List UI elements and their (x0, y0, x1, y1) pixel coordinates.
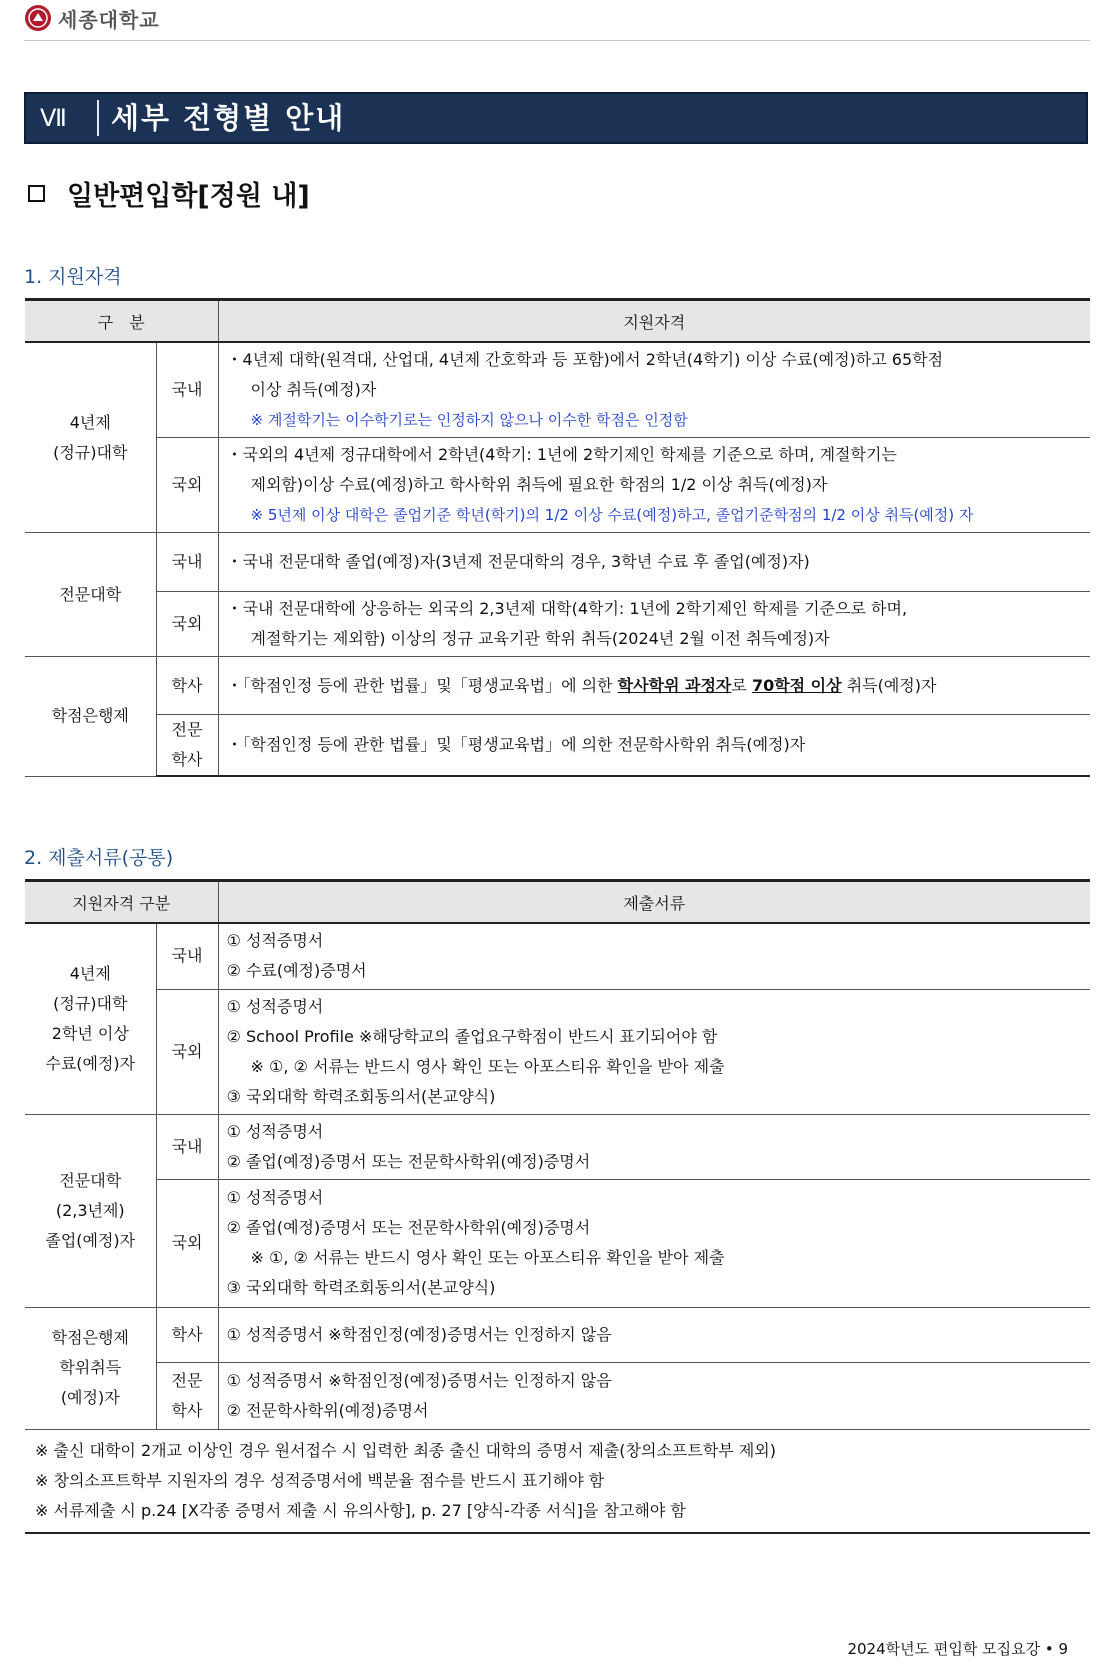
row-sub-label: 국외 (156, 1179, 218, 1307)
qual-note: ※ 5년제 이상 대학은 졸업기준 학년(학기)의 1/2 이상 수료(예정)하고, 졸업기준학점의 1/2 이상 취득(예정) 자 (250, 506, 974, 524)
group-4yr-univ: 4년제 (정규)대학 (25, 342, 156, 533)
documents-cell (218, 989, 1090, 1114)
table-row (25, 1362, 1090, 1429)
qualification-table (25, 298, 1090, 777)
table-row (25, 923, 1090, 989)
group-credit-bank: 학점은행제 학위취득 (예정)자 (25, 1307, 156, 1429)
row-sub-label: 전문 학사 (156, 1362, 218, 1429)
table-row (25, 657, 1090, 715)
subtitle-text: 일반편입학[정원 내] (67, 181, 310, 212)
doc-line: ※ ①, ② 서류는 반드시 영사 확인 또는 아포스티유 확인을 받아 제출 (250, 1056, 725, 1076)
row-sub-label: 국내 (156, 1114, 218, 1179)
row-sub-label: 국내 (156, 533, 218, 592)
documents-cell (218, 1362, 1090, 1429)
table-row (25, 715, 1090, 777)
row-sub-label: 국외 (156, 989, 218, 1114)
table-row (25, 592, 1090, 657)
doc-line: ① 성적증명서 (226, 996, 324, 1016)
qualification-cell (218, 592, 1090, 657)
row-sub-label: 국내 (156, 342, 218, 438)
qual-emphasis: 학사학위 과정자 (617, 675, 732, 695)
qual-line: ・4년제 대학(원격대, 산업대, 4년제 간호학과 등 포함)에서 2학년(4학기) 이상 수료(예정)하고 65학점 (226, 350, 944, 369)
documents-table (25, 879, 1090, 1534)
footnote: ※ 창의소프트학부 지원자의 경우 성적증명서에 백분율 점수를 반드시 표기해야 함 (35, 1470, 605, 1490)
table-row (25, 1179, 1090, 1307)
group-credit-bank: 학점은행제 (25, 657, 156, 777)
qual-text: 취득(예정)자 (841, 675, 937, 695)
header-rule (24, 40, 1090, 41)
doc-line: ③ 국외대학 학력조회동의서(본교양식) (226, 1086, 496, 1106)
table-row (25, 533, 1090, 592)
row-sub-label: 국외 (156, 592, 218, 657)
doc-line: ※ ①, ② 서류는 반드시 영사 확인 또는 아포스티유 확인을 받아 제출 (250, 1248, 725, 1267)
table-row (25, 1429, 1090, 1533)
group-college: 전문대학 (25, 533, 156, 657)
doc-line: ② 졸업(예정)증명서 또는 전문학사학위(예정)증명서 (226, 1218, 591, 1237)
university-logo (24, 2, 160, 34)
documents-cell (218, 1114, 1090, 1179)
table-header-category: 구 분 (25, 300, 218, 343)
doc-line: ③ 국외대학 학력조회동의서(본교양식) (226, 1278, 496, 1297)
qual-emphasis: 70학점 이상 (751, 675, 842, 695)
footnote: ※ 출신 대학이 2개교 이상인 경우 원서접수 시 입력한 최종 출신 대학의 증명서 제출(창의소프트학부 제외) (35, 1440, 776, 1460)
university-emblem-icon (24, 4, 52, 32)
row-sub-label: 학사 (156, 1307, 218, 1362)
doc-line: ② 수료(예정)증명서 (226, 961, 367, 981)
row-sub-label: 국내 (156, 923, 218, 989)
row-sub-label: 국외 (156, 438, 218, 533)
qual-text: 로 (731, 675, 752, 695)
qualification-cell (218, 438, 1090, 533)
square-bullet-icon (28, 185, 45, 202)
doc-line: ② 전문학사학위(예정)증명서 (226, 1400, 429, 1420)
qualification-cell: ・국내 전문대학 졸업(예정)자(3년제 전문대학의 경우, 3학년 수료 후 졸업(예정)자) (218, 533, 1090, 592)
table-header-qualification: 지원자격 (218, 300, 1090, 343)
qualification-cell (218, 342, 1090, 438)
qual-text: ・「학점인정 등에 관한 법률」및「평생교육법」에 의한 (226, 675, 618, 695)
page-subtitle (24, 174, 310, 213)
section-heading-documents: 2. 제출서류(공통) (24, 847, 174, 869)
table-header-documents: 제출서류 (218, 881, 1090, 924)
doc-line: ① 성적증명서 (226, 1121, 324, 1141)
table-row (25, 1307, 1090, 1362)
doc-line: ① 성적증명서 ※학점인정(예정)증명서는 인정하지 않음 (226, 1370, 612, 1390)
chapter-title: 세부 전형별 안내 (111, 101, 346, 135)
chapter-banner (24, 92, 1088, 144)
row-sub-label: 전문 학사 (156, 715, 218, 777)
group-4yr-univ: 4년제 (정규)대학 2학년 이상 수료(예정)자 (25, 923, 156, 1114)
documents-cell (218, 923, 1090, 989)
qual-line: 이상 취득(예정)자 (250, 380, 377, 399)
section-heading-qualification: 1. 지원자격 (24, 266, 122, 288)
table-row (25, 989, 1090, 1114)
qualification-cell: ・「학점인정 등에 관한 법률」및「평생교육법」에 의한 전문학사학위 취득(예정)자 (218, 715, 1090, 777)
doc-line: ② 졸업(예정)증명서 또는 전문학사학위(예정)증명서 (226, 1151, 591, 1171)
page-footer: 2024학년도 편입학 모집요강 • 9 (847, 1640, 1068, 1658)
group-college: 전문대학 (2,3년제) 졸업(예정)자 (25, 1114, 156, 1307)
doc-line: ① 성적증명서 (226, 1188, 324, 1207)
doc-line: ① 성적증명서 (226, 931, 324, 951)
table-header-category: 지원자격 구분 (25, 881, 218, 924)
footnotes-cell (25, 1429, 1090, 1533)
qual-line: 제외함)이상 수료(예정)하고 학사학위 취득에 필요한 학점의 1/2 이상 취득(예정)자 (250, 475, 828, 494)
banner-divider (97, 100, 99, 136)
doc-line: ② School Profile ※해당학교의 졸업요구학점이 반드시 표기되어야 함 (226, 1026, 718, 1046)
row-sub-label: 학사 (156, 657, 218, 715)
footnote: ※ 서류제출 시 p.24 [Ⅹ각종 증명서 제출 시 유의사항], p. 27 [양식-각종 서식]을 참고해야 함 (35, 1500, 686, 1520)
table-row (25, 1114, 1090, 1179)
logo-text: 세종대학교 (58, 7, 160, 32)
chapter-number: Ⅶ (40, 104, 67, 132)
qual-line: ・국내 전문대학에 상응하는 외국의 2,3년제 대학(4학기: 1년에 2학기제인 학제를 기준으로 하며, (226, 599, 908, 618)
qualification-cell (218, 657, 1090, 715)
qual-line: ・국외의 4년제 정규대학에서 2학년(4학기: 1년에 2학기제인 학제를 기준으로 하며, 계절학기는 (226, 445, 897, 464)
documents-cell (218, 1179, 1090, 1307)
documents-cell: ① 성적증명서 ※학점인정(예정)증명서는 인정하지 않음 (218, 1307, 1090, 1362)
table-row (25, 438, 1090, 533)
table-row (25, 342, 1090, 438)
qual-note: ※ 계절학기는 이수학기로는 인정하지 않으나 이수한 학점은 인정함 (250, 411, 688, 429)
qual-line: 계절학기는 제외함) 이상의 정규 교육기관 학위 취득(2024년 2월 이전 취득예정)자 (250, 629, 830, 648)
